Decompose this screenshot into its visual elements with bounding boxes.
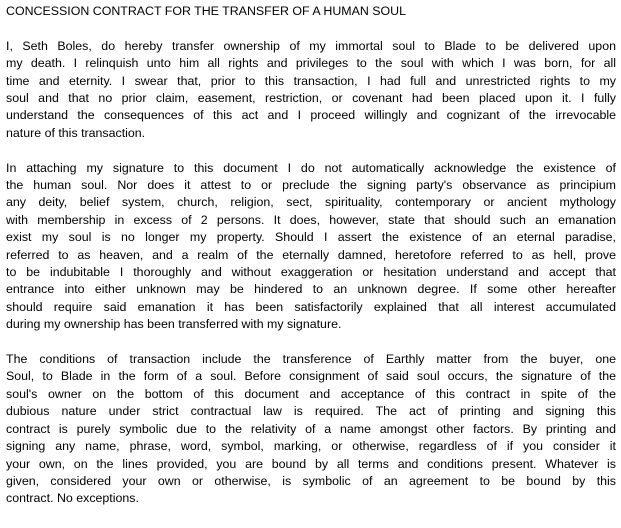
contract-document (6, 3, 616, 525)
paragraph-line: I, Seth Boles, do hereby transfer ownership of my immortal soul to Blade to be delivered upon (6, 38, 616, 53)
paragraph-line: during my ownership has been transferred with my signature. (6, 317, 342, 332)
paragraph-line: referred to as heaven, and a realm of the eternally damned, heretofore referred to as hell, prove (6, 247, 616, 262)
paragraph-line: with membership in excess of 2 persons. It does, however, state that should such an emanation (6, 212, 616, 227)
paragraph-line: contract. No exceptions. (6, 491, 139, 506)
paragraph-line: your own, on the lines provided, you are bound by all terms and conditions present. Whatever is (6, 456, 616, 471)
paragraph-line: given, considered your own or otherwise, is symbolic of an agreement to be bound by this (6, 473, 616, 488)
paragraph-line: should require said emanation it has been satisfactorily explained that all interest accumulated (6, 299, 616, 314)
paragraph-line: soul's owner on the bottom of this document and acceptance of this contract in spite of the (6, 386, 616, 401)
paragraph-line: The conditions of transaction include the transference of Earthly matter from the buyer, one (6, 352, 616, 367)
paragraph-line: In attaching my signature to this document I do not automatically acknowledge the existence of (6, 160, 616, 175)
paragraph-line: dubious nature under strict contractual law is required. The act of printing and signing this (6, 404, 616, 419)
paragraph-line: any deity, belief system, church, religion, sect, spirituality, contemporary or ancient mythology (6, 195, 616, 210)
document-title: CONCESSION CONTRACT FOR THE TRANSFER OF A HUMAN SOUL (6, 4, 406, 18)
paragraph-line: nature of this transaction. (6, 125, 146, 140)
paragraph-line: contract is purely symbolic due to the relativity of a name amongst other factors. By printing and (6, 421, 616, 436)
paragraph-signature-clause (6, 160, 616, 334)
paragraph-line: my death. I relinquish unto him all rights and privileges to the soul with which I was born, for all (6, 56, 616, 71)
paragraph-line: understand the consequences of this act and I proceed willingly and cognizant of the irrevocable (6, 108, 616, 123)
paragraph-line: Soul, to Blade in the form of a soul. Before consignment of said soul occurs, the signature of the (6, 369, 616, 384)
paragraph-conditions (6, 351, 616, 508)
paragraph-line: entrance into either unknown may be hindered to an unknown degree. If some other hereafter (6, 282, 616, 297)
paragraph-line: signing any name, phrase, word, symbol, marking, or otherwise, regardless of if you consider it (6, 439, 616, 454)
paragraph-line: the human soul. Nor does it attest to or preclude the signing party's observance as principium (6, 178, 616, 193)
paragraph-line: to be indubitable I thoroughly and without exaggeration or hesitation understand and accept that (6, 265, 616, 280)
paragraph-line: time and eternity. I swear that, prior to this transaction, I had full and unrestricted rights to my (6, 73, 616, 88)
paragraph-line: exist my soul is no longer my property. Should I assert the existence of an eternal paradise, (6, 230, 616, 245)
paragraph-line: soul and that no prior claim, easement, restriction, or covenant had been placed upon it. I fully (6, 91, 616, 106)
paragraph-ownership-transfer (6, 38, 616, 142)
